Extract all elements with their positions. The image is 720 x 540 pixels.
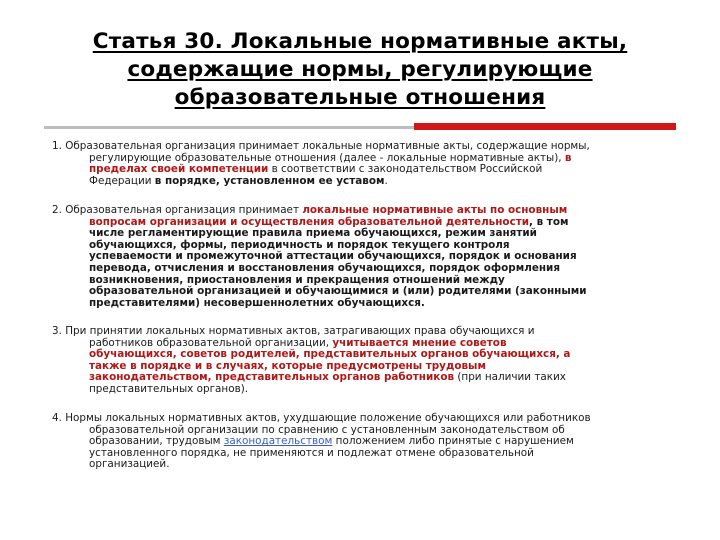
p2-bold: , в том xyxy=(529,215,569,228)
p4-text: организацией. xyxy=(89,458,170,471)
p3-text: (при наличии таких xyxy=(454,371,566,384)
p2-bold: образовательной организацией и обучающимися и (или) родителями (законными xyxy=(89,285,587,298)
slide-title xyxy=(40,28,680,112)
p2-bold: числе регламентирующие правила приема обучающихся, режим занятий xyxy=(89,227,537,240)
p2-bold: возникновения, приостановления и прекращения отношений между xyxy=(89,273,505,286)
p3-highlight: законодательством, представительных органов работников xyxy=(89,371,455,384)
paragraph-2 xyxy=(52,205,672,309)
p1-bold-charter: в порядке, установленном ее уставом xyxy=(154,174,385,187)
p3-highlight: учитывается мнение советов xyxy=(332,336,507,349)
p1-line: 1. Образовательная организация принимает локальные нормативные акты, содержащие нормы, xyxy=(52,140,590,152)
title-line-2: содержащие нормы, регулирующие xyxy=(127,57,593,82)
p4-indented xyxy=(52,425,672,471)
p4-text: установленного порядка, не применяются и подлежат отмене образовательной xyxy=(89,446,534,459)
p3-text: представительных органов). xyxy=(89,382,249,395)
title-line-3: образовательные отношения xyxy=(174,85,546,110)
p2-bold: успеваемости и промежуточной аттестации обучающихся, порядок и основания xyxy=(89,250,577,263)
p4-text: образовательной организации по сравнению с установленным законодательством об xyxy=(89,423,565,436)
paragraph-3 xyxy=(52,326,672,396)
title-divider-red xyxy=(414,123,676,130)
p4-text: образовании, трудовым xyxy=(89,435,224,448)
title-line-1: Статья 30. Локальные нормативные акты, xyxy=(92,29,628,54)
p4-text: положением либо принятые с нарушением xyxy=(332,435,574,448)
p1-text: Федерации xyxy=(89,174,155,187)
p2-bold: обучающихся, формы, периодичность и порядок текущего контроля xyxy=(89,238,510,251)
p3-highlight: также в порядке и в случаях, которые предусмотрены трудовым xyxy=(89,359,486,372)
p2-bold: перевода, отчисления и восстановления обучающихся, порядок оформления xyxy=(89,261,561,274)
p1-highlight-competence: пределах своей компетенции xyxy=(89,163,269,176)
p4-text: 4. Нормы локальных нормативных актов, ухудшающие положение обучающихся или работников xyxy=(52,412,591,424)
p3-text: работников образовательной организации, xyxy=(89,336,333,349)
p1-text: в соответствии с законодательством Российской xyxy=(268,163,543,176)
p2-highlight: вопросам организации и осуществления образовательной деятельности xyxy=(89,215,530,228)
p1-text: регулирующие образовательные отношения (далее - локальные нормативные акты), xyxy=(89,151,565,164)
p3-highlight: обучающихся, советов родителей, представительных органов обучающихся, а xyxy=(89,348,571,361)
p3-text: 3. При принятии локальных нормативных актов, затрагивающих права обучающихся и xyxy=(52,325,535,337)
p2-text: 2. Образовательная организация принимает xyxy=(52,204,303,216)
title-divider-gray xyxy=(44,126,414,129)
paragraph-4 xyxy=(52,413,672,471)
legislation-link[interactable]: законодательством xyxy=(223,435,333,448)
p3-indented xyxy=(52,338,672,396)
p2-indented xyxy=(52,217,672,310)
p1-highlight: в xyxy=(564,151,572,164)
paragraph-1 xyxy=(52,141,672,187)
p1-text: . xyxy=(384,174,388,187)
p2-bold: представителями) несовершеннолетних обучающихся. xyxy=(89,296,425,309)
p2-highlight: локальные нормативные акты по основным xyxy=(302,204,568,216)
p1-indented xyxy=(52,153,672,188)
